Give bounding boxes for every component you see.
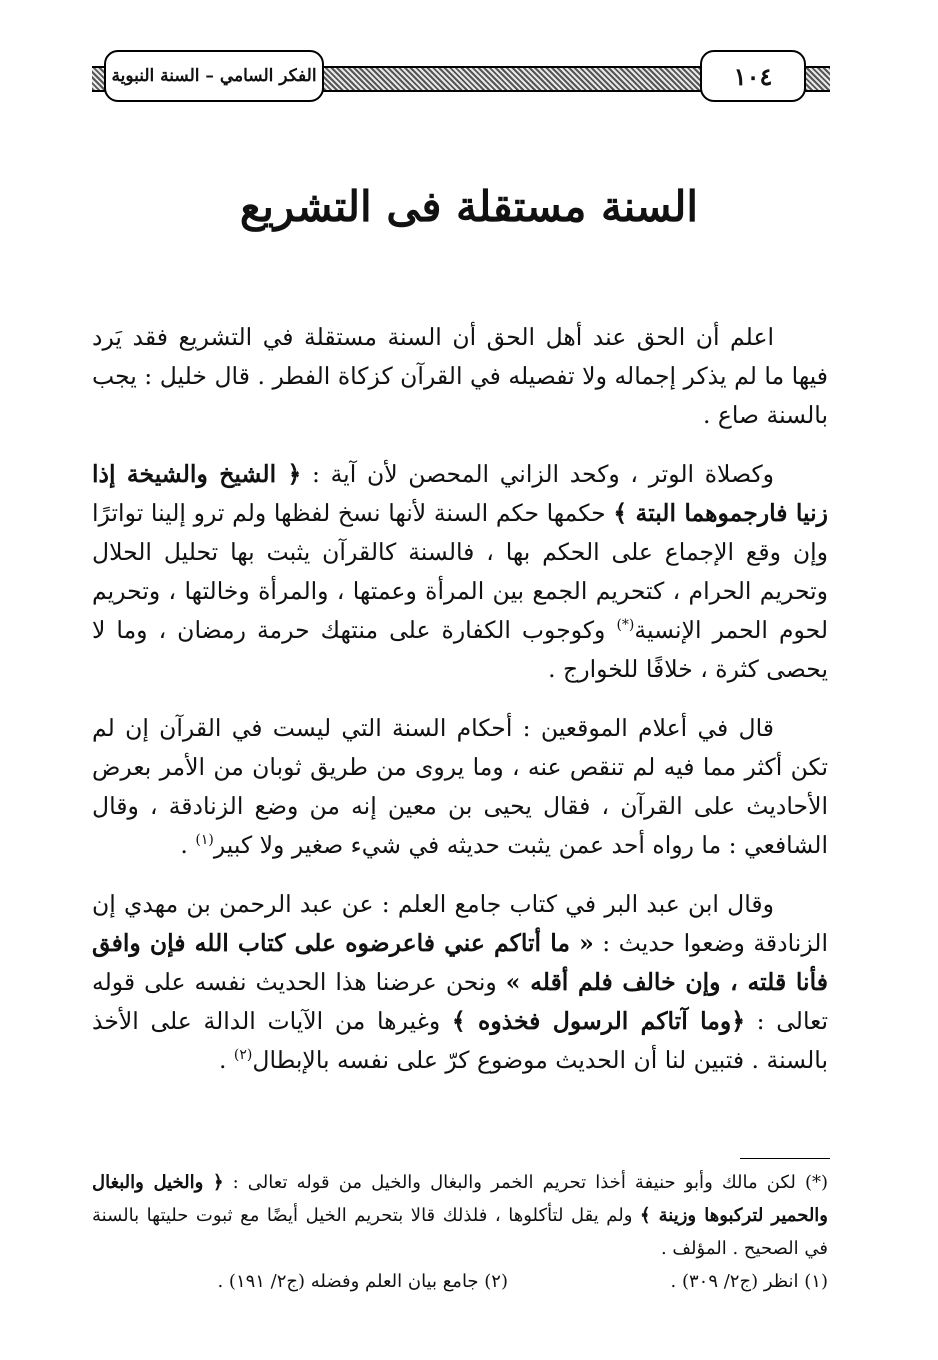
fn-star-text-a: (*) لكن مالك وأبو حنيفة أخذا تحريم الخمر والبغال والخيل من قوله تعالى : — [223, 1172, 828, 1193]
footnote-1: (١) انظر (ج٢/ ٣٠٩) . — [670, 1271, 828, 1292]
footnote-star — [92, 1166, 828, 1265]
section-title: السنة مستقلة فى التشريع — [239, 182, 699, 231]
p3-footnote-ref: (١) — [195, 832, 214, 849]
paragraph-2 — [92, 455, 828, 689]
fn-star-verse: ﴿ والخيل والبغال والحمير لتركبوها وزينة ﴾ — [92, 1172, 828, 1226]
footnote-separator — [740, 1158, 830, 1159]
p4-quoted-verse: ﴿وما آتاكم الرسول فخذوه ﴾ — [451, 1007, 745, 1035]
main-text — [92, 318, 828, 1100]
fn-star-text-b: ولم يقل لتأكلوها ، فلذلك قالا بتحريم الخيل أيضًا مع ثبوت حليتها بالسنة في الصحيح . المؤلف . — [92, 1205, 828, 1259]
footnotes — [92, 1166, 828, 1298]
page-number: ١٠٤ — [700, 50, 806, 102]
paragraph-4 — [92, 885, 828, 1080]
p4-text-d: . — [218, 1046, 234, 1074]
p2-footnote-mark: (*) — [616, 617, 635, 634]
p2-text-a: وكصلاة الوتر ، وكحد الزاني المحصن لأن آية : — [301, 460, 774, 488]
p4-text-a: وقال ابن عبد البر في كتاب جامع العلم : عن عبد الرحمن بن مهدي إن الزنادقة وضعوا حديث : — [92, 890, 828, 957]
p2-text-c: وكوجوب الكفارة على منتهك حرمة رمضان ، وما لا يحصى كثرة ، خلافًا للخوارج . — [92, 616, 828, 683]
p4-text-b: ونحن عرضنا هذا الحديث نفسه على قوله تعالى : — [92, 968, 828, 1035]
footnote-references — [92, 1265, 828, 1298]
footnote-2: (٢) جامع بيان العلم وفضله (ج٢/ ١٩١) . — [217, 1271, 508, 1292]
p4-quoted-hadith: « ما أتاكم عني فاعرضوه على كتاب الله فإن وافق فأنا قلته ، وإن خالف فلم أقله » — [92, 929, 828, 996]
paragraph-1: اعلم أن الحق عند أهل الحق أن السنة مستقلة في التشريع فقد يَرد فيها ما لم يذكر إجماله ولا تفصيله في القرآن كزكاة الفطر . قال خليل : يجب بالسنة صاع . — [92, 323, 828, 429]
p3-text-a: قال في أعلام الموقعين : أحكام السنة التي ليست في القرآن إن لم تكن أكثر مما فيه لم تنقص عنه ، وما يروى من طريق ثوبان من الأمر بعرض الأحاديث على القرآن ، فقال يحيى بن معين إنه من وضع الزنادقة ، وقال الشافعي : ما رواه أحد عمن يثبت حديثه في شيء صغير ولا كبير — [92, 714, 828, 859]
p2-quoted-verse: ﴿ الشيخ والشيخة إذا زنيا فارجموهما البتة ﴾ — [92, 460, 828, 527]
paragraph-3 — [92, 709, 828, 865]
p3-text-b: . — [180, 831, 196, 859]
p2-text-b: حكمها حكم السنة لأنها نسخ لفظها ولم ترو إلينا تواترًا وإن وقع الإجماع على الحكم بها ، فالسنة كالقرآن يثبت بها تحليل الحلال وتحريم الحرام ، كتحريم الجمع بين المرأة وعمتها ، والمرأة وخالتها ، وتحريم لحوم الحمر الإنسية — [92, 499, 828, 644]
p4-footnote-ref: (٢) — [233, 1047, 253, 1064]
running-title: الفكر السامي – السنة النبوية — [104, 50, 324, 102]
p4-text-c: وغيرها من الآيات الدالة على الأخذ بالسنة . فتبين لنا أن الحديث موضوع كرّ على نفسه بالإبطال — [92, 1007, 828, 1074]
